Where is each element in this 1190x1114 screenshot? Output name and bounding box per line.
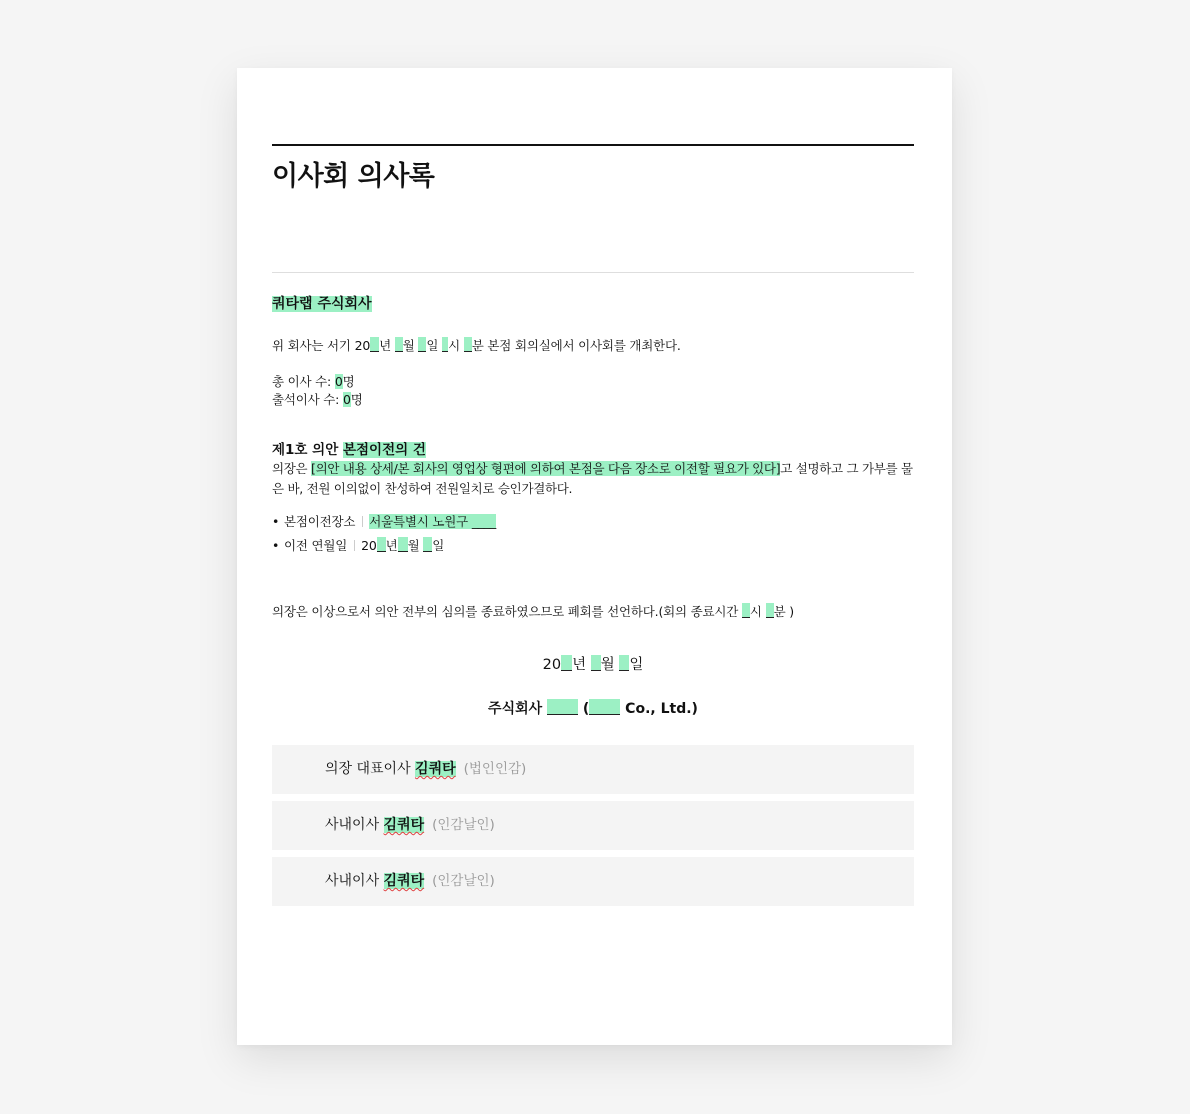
company-signature-line[interactable] — [272, 699, 914, 719]
company-paren-open: ( — [578, 701, 590, 717]
date-day-unit: 일 — [629, 657, 644, 673]
agenda-body[interactable] — [272, 459, 914, 499]
signature-role: 사내이사 — [325, 817, 384, 833]
company-name-text[interactable]: 쿼타랩 주식회사 — [272, 296, 372, 312]
company-name[interactable] — [272, 294, 372, 314]
date-year-unit: 년 — [572, 657, 587, 673]
bullet-item-relocation-date[interactable] — [272, 536, 444, 556]
bullet-separator — [354, 540, 355, 551]
relocation-date-prefix: 20 — [361, 538, 377, 553]
signature-name[interactable]: 김쿼타 — [415, 761, 456, 777]
signature-role: 사내이사 — [325, 873, 384, 889]
company-suffix: Co., Ltd.) — [620, 701, 698, 717]
agenda-number: 제1호 의안 — [272, 442, 343, 458]
date-year-blank[interactable] — [561, 655, 572, 671]
present-directors-label: 출석이사 수: — [272, 392, 343, 407]
day-unit: 일 — [426, 338, 439, 353]
bullet-label: 이전 연월일 — [284, 538, 348, 553]
signature-seal: (인감날인) — [432, 817, 495, 833]
total-directors-unit: 명 — [342, 374, 355, 389]
total-directors-value[interactable]: 0 — [334, 374, 343, 389]
header-divider — [272, 272, 914, 273]
signature-name[interactable]: 김쿼타 — [383, 873, 425, 889]
signature-role: 의장 대표이사 — [325, 761, 416, 777]
date-day-blank[interactable] — [619, 655, 629, 671]
year-unit: 년 — [379, 338, 391, 353]
signature-box-chairman[interactable] — [272, 745, 914, 794]
minute-blank[interactable] — [464, 337, 472, 352]
signature-seal: (인감날인) — [432, 873, 495, 889]
signature-seal: (법인인감) — [463, 761, 527, 777]
present-directors-value[interactable]: 0 — [342, 392, 351, 407]
bullet-item-relocation-place[interactable] — [272, 512, 496, 532]
agenda-body-prefix: 의장은 — [272, 461, 311, 476]
bullet-label: 본점이전장소 — [284, 514, 356, 529]
total-directors-label: 총 이사 수: — [272, 374, 335, 389]
relocation-month-unit: 월 — [407, 538, 420, 553]
signature-box-director-2[interactable] — [272, 857, 914, 906]
date-month-blank[interactable] — [591, 655, 601, 671]
company-prefix: 주식회사 — [488, 701, 548, 717]
end-hour-blank[interactable] — [742, 603, 750, 618]
closing-text: 의장은 이상으로서 의안 전부의 심의를 종료하였으므로 폐회를 선언하다.(회의 종료시간 — [272, 604, 742, 619]
document-page — [237, 68, 952, 1045]
company-english-name-blank[interactable] — [589, 699, 620, 715]
intro-prefix: 위 회사는 서기 20 — [272, 338, 371, 353]
agenda-body-suffix: 고 설명하고 그 가부를 물은 바, 전원 이의없이 찬성하여 전원일치로 승인가결하다. — [272, 461, 913, 496]
total-directors-line[interactable] — [272, 372, 355, 391]
relocation-day-blank[interactable] — [423, 537, 432, 552]
date-prefix: 20 — [542, 657, 562, 673]
closing-paragraph[interactable] — [272, 602, 794, 621]
date-month-unit: 월 — [600, 657, 615, 673]
end-minute-unit: 분 ) — [773, 604, 794, 619]
end-minute-blank[interactable] — [766, 603, 774, 618]
relocation-year-blank[interactable] — [377, 537, 386, 552]
month-blank[interactable] — [395, 337, 403, 352]
relocation-day-unit: 일 — [432, 538, 445, 553]
intro-suffix: 분 본점 회의실에서 이사회를 개최한다. — [471, 338, 681, 353]
document-date[interactable] — [272, 654, 914, 676]
signature-box-director-1[interactable] — [272, 801, 914, 850]
title-top-rule — [272, 144, 914, 146]
hour-unit: 시 — [448, 338, 460, 353]
company-korean-name-blank[interactable] — [547, 699, 578, 715]
agenda-title[interactable] — [272, 441, 426, 460]
intro-paragraph[interactable] — [272, 336, 681, 355]
relocation-place-value[interactable]: 서울특별시 노원구 ____ — [369, 514, 497, 529]
bullet-dot: • — [272, 514, 280, 529]
bullet-separator — [362, 516, 363, 527]
present-directors-line[interactable] — [272, 390, 363, 409]
year-blank[interactable] — [370, 337, 379, 352]
signature-name[interactable]: 김쿼타 — [383, 817, 425, 833]
present-directors-unit: 명 — [350, 392, 363, 407]
relocation-year-unit: 년 — [385, 538, 398, 553]
relocation-month-blank[interactable] — [398, 537, 408, 552]
month-unit: 월 — [402, 338, 415, 353]
end-hour-unit: 시 — [749, 604, 762, 619]
bullet-dot: • — [272, 538, 280, 553]
agenda-body-highlight[interactable]: [의안 내용 상세/본 회사의 영업상 형편에 의하여 본점을 다음 장소로 이전할 필요가 있다] — [311, 461, 781, 476]
agenda-title-text[interactable]: 본점이전의 건 — [342, 442, 426, 458]
document-title[interactable]: 이사회 의사록 — [272, 161, 435, 192]
